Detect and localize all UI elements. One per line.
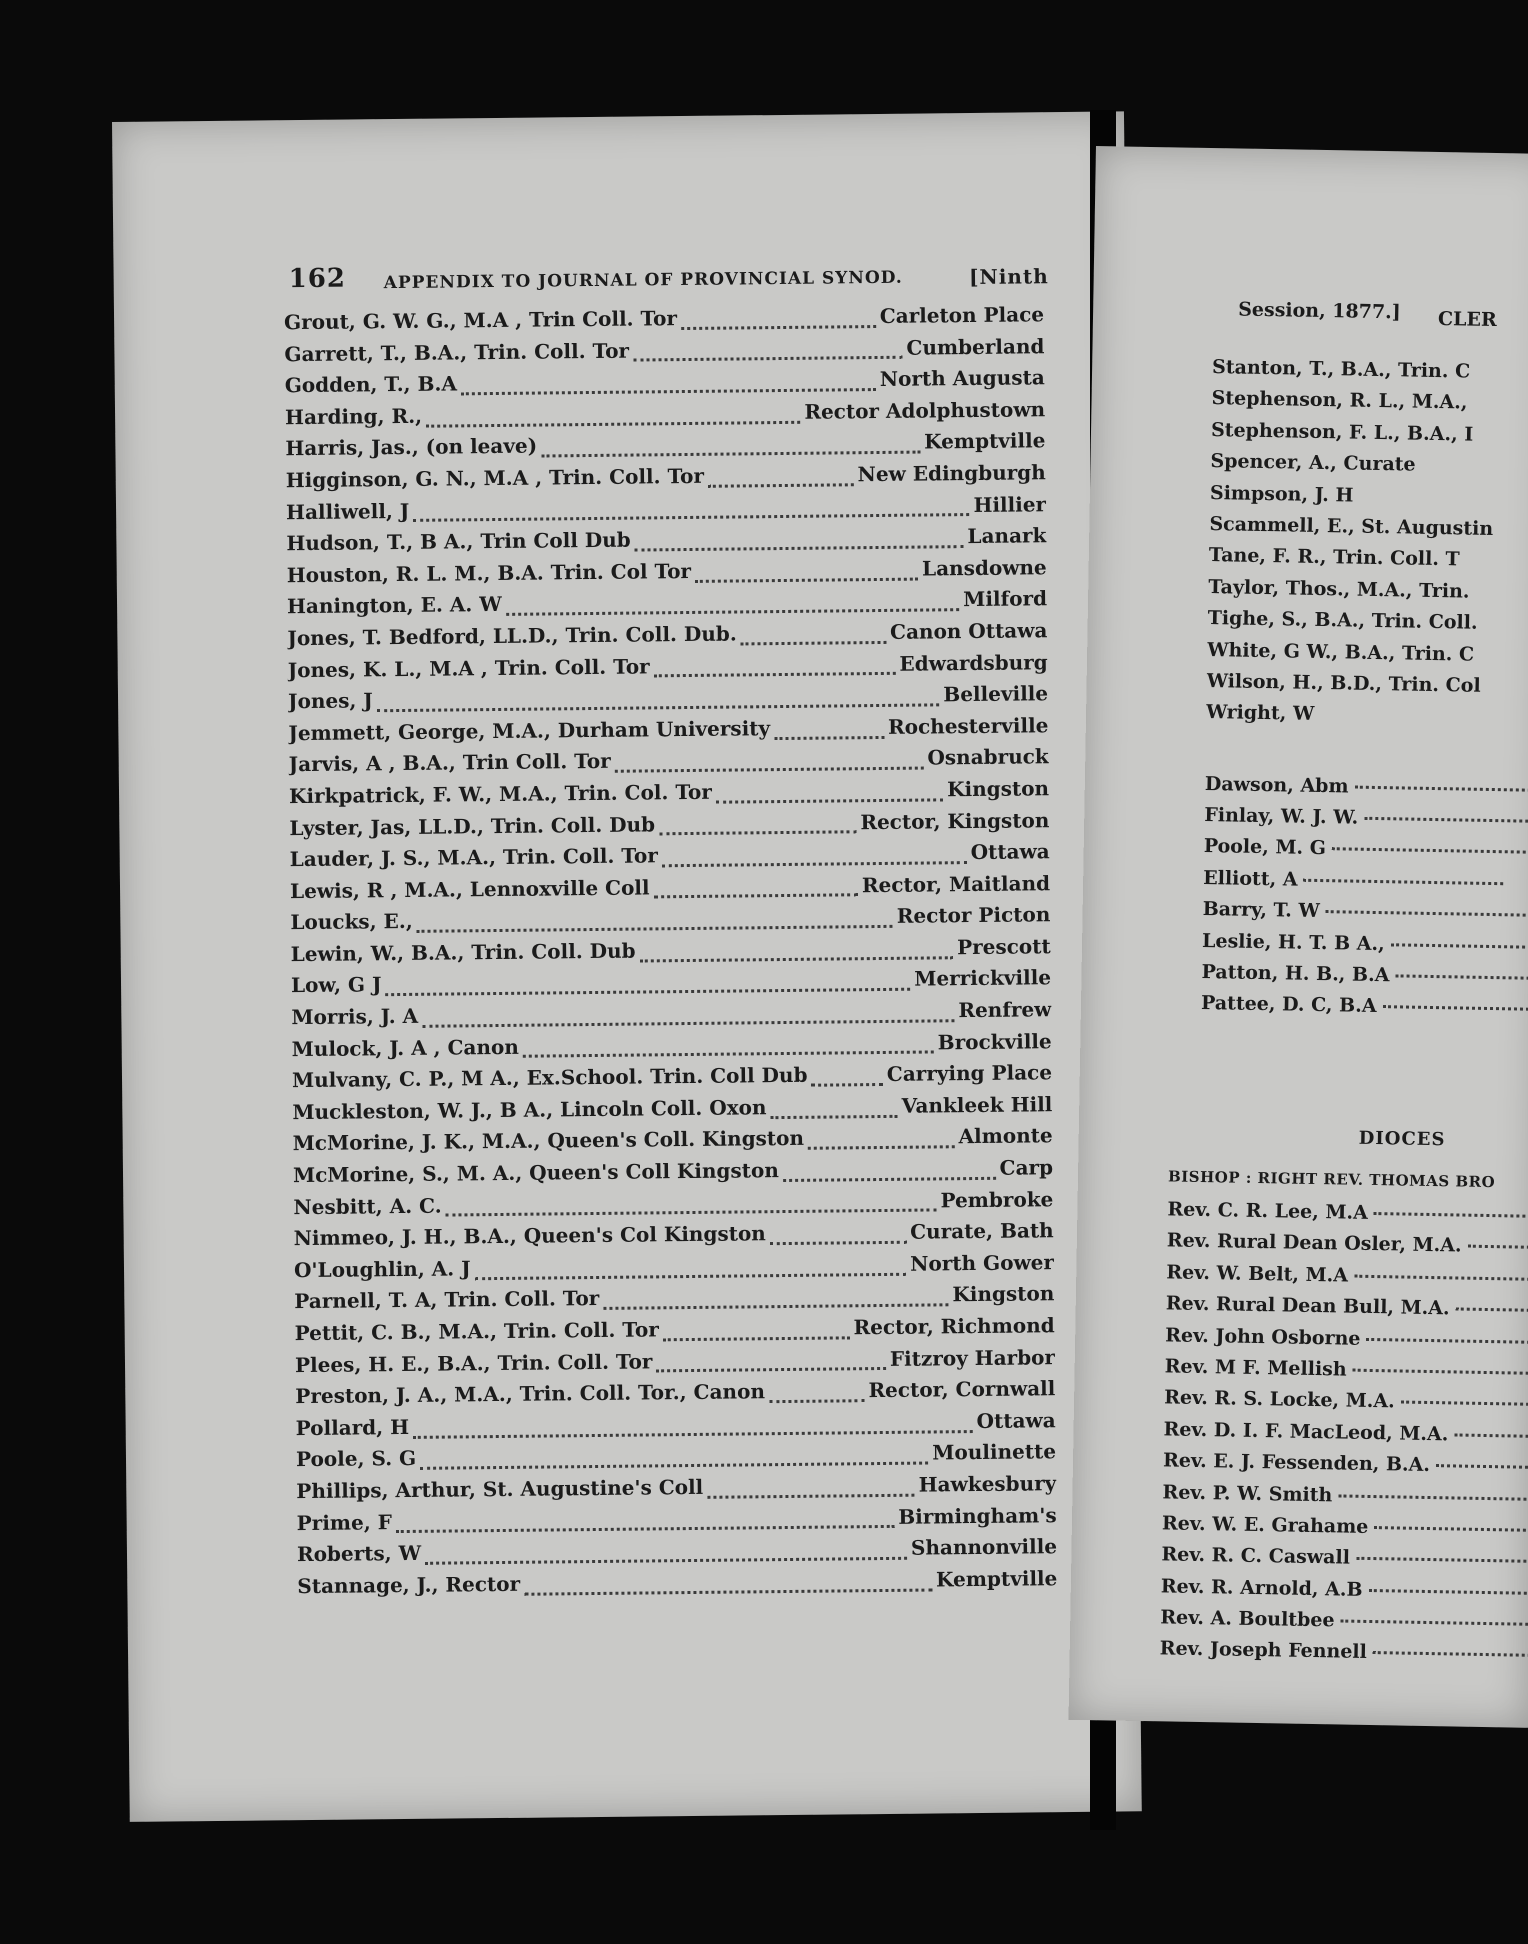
clergy-name: Patton, H. B., B.A (1201, 961, 1390, 987)
dot-leader (603, 1303, 948, 1311)
clergy-place: Lanark (967, 523, 1047, 549)
dot-leader (1374, 1212, 1528, 1218)
dot-leader (662, 860, 967, 867)
session-fragment: [Ninth (968, 264, 1049, 290)
dot-leader (1395, 974, 1528, 980)
running-head-title: APPENDIX TO JOURNAL OF PROVINCIAL SYNOD. (383, 267, 903, 294)
right-running-head (1237, 298, 1497, 332)
clergy-name: Pettit, C. B., M.A., Trin. Coll. Tor (294, 1317, 659, 1346)
dot-leader (654, 671, 896, 678)
dot-leader (377, 702, 940, 712)
dot-leader (635, 544, 964, 551)
dot-leader (633, 355, 902, 362)
clergy-name: Rev. P. W. Smith (1162, 1480, 1333, 1506)
clergy-place: Ottawa (970, 839, 1050, 865)
clergy-name: Simpson, J. H (1209, 481, 1354, 507)
dot-leader (615, 766, 924, 773)
clergy-name: Parnell, T. A, Trin. Coll. Tor (294, 1286, 600, 1314)
dot-leader (812, 1082, 883, 1087)
clergy-place: Brockville (937, 1028, 1052, 1055)
group-gap (1205, 733, 1528, 779)
clergy-group-b (1201, 773, 1528, 1030)
clergy-name: Pollard, H (295, 1414, 410, 1440)
clergy-place: Kemptville (924, 428, 1046, 454)
clergy-name: Kirkpatrick, F. W., M.A., Trin. Col. Tor (288, 779, 712, 809)
clergy-name: Jones, T. Bedford, LL.D., Trin. Coll. Dub. (287, 621, 737, 651)
clergy-name: Rev. John Osborne (1165, 1323, 1361, 1350)
dot-leader (681, 324, 876, 330)
dot-leader (417, 924, 893, 933)
clergy-name: Rev. W. E. Grahame (1161, 1512, 1369, 1538)
clergy-place: Rector, Richmond (853, 1313, 1055, 1340)
dot-leader (523, 1050, 934, 1058)
dot-leader (770, 1240, 906, 1245)
clergy-name: Taylor, Thos., M.A., Trin. (1208, 575, 1470, 603)
clergy-place: North Augusta (879, 365, 1045, 392)
dot-leader (741, 640, 886, 646)
dot-leader (541, 450, 920, 458)
clergy-name: Harding, R., (284, 403, 423, 429)
dot-leader (420, 1461, 928, 1470)
dot-leader (695, 576, 918, 582)
clergy-name: Elliott, A (1203, 866, 1298, 891)
clergy-place: New Edingburgh (857, 460, 1046, 487)
dot-leader (1373, 1652, 1528, 1658)
clergy-name: Nesbitt, A. C. (293, 1193, 442, 1219)
clergy-place: Rector Adolphustown (804, 397, 1046, 424)
section-fragment: CLER (1437, 307, 1497, 332)
diocese-clergy-list (1159, 1167, 1528, 1675)
dot-leader (524, 1587, 932, 1595)
dot-leader (461, 387, 876, 395)
clergy-place: Osnabruck (927, 744, 1049, 770)
dot-leader (1364, 817, 1528, 823)
clergy-name: Lyster, Jas, LL.D., Trin. Coll. Dub (289, 811, 656, 840)
dot-leader (1340, 1620, 1528, 1626)
clergy-name: Lauder, J. S., M.A., Trin. Coll. Tor (289, 843, 658, 872)
dot-leader (396, 1524, 894, 1533)
clergy-name: Jemmett, George, M.A., Durham University (288, 715, 771, 745)
clergy-name: Plees, H. E., B.A., Trin. Coll. Tor (294, 1349, 653, 1377)
dot-leader (1366, 1337, 1528, 1343)
clergy-place: Hillier (973, 491, 1047, 517)
clergy-name: Rev. M F. Mellish (1164, 1355, 1347, 1381)
clergy-name: Stephenson, R. L., M.A., (1211, 387, 1468, 414)
clergy-place: Rector, Maitland (861, 870, 1051, 897)
dot-leader (1468, 1245, 1528, 1251)
clergy-name: White, G W., B.A., Trin. C (1207, 638, 1475, 666)
clergy-place: Cumberland (906, 333, 1045, 360)
clergy-name: Roberts, W (296, 1540, 422, 1567)
clergy-name: Godden, T., B.A (284, 371, 458, 398)
clergy-place: Renfrew (958, 997, 1052, 1023)
dot-leader (1355, 785, 1528, 791)
clergy-place: Carrying Place (886, 1060, 1053, 1087)
clergy-name: Rev. E. J. Fessenden, B.A. (1162, 1449, 1431, 1477)
clergy-name: Poole, S. G (295, 1446, 417, 1472)
dot-leader (475, 1271, 907, 1280)
clergy-place: Edwardsburg (899, 649, 1048, 676)
dot-leader (386, 987, 911, 996)
clergy-name: Rev. C. R. Lee, M.A (1167, 1198, 1369, 1224)
clergy-place: Lansdowne (921, 554, 1047, 581)
clergy-place: Kingston (947, 776, 1050, 802)
diocese-heading: DIOCES (1358, 1127, 1446, 1151)
clergy-name: Wright, W (1205, 701, 1315, 726)
clergy-name: Rev. R. C. Caswall (1161, 1543, 1351, 1569)
clergy-name: Dawson, Abm (1204, 772, 1349, 798)
dot-leader (1304, 879, 1504, 885)
dot-leader (716, 797, 943, 803)
clergy-name: Jones, J (287, 688, 373, 714)
clergy-place: Ottawa (976, 1407, 1056, 1433)
clergy-place: Kemptville (935, 1565, 1058, 1592)
dot-leader (1383, 1006, 1528, 1012)
clergy-name: Morris, J. A (291, 1003, 419, 1030)
clergy-group-a (1206, 356, 1528, 739)
dot-leader (413, 1429, 973, 1439)
clergy-name: Muckleston, W. J., B A., Lincoln Coll. Oxon (292, 1095, 767, 1125)
clergy-place: Hawkesbury (918, 1471, 1057, 1497)
dot-leader (413, 512, 969, 522)
dot-leader (769, 1398, 865, 1403)
clergy-place: Carp (999, 1155, 1054, 1180)
clergy-name: McMorine, S., M. A., Queen's Coll Kingston (292, 1158, 779, 1188)
dot-leader (1436, 1464, 1528, 1470)
dot-leader (663, 1335, 850, 1341)
clergy-name: Lewis, R , M.A., Lennoxville Coll (289, 875, 650, 903)
clergy-name: Garrett, T., B.A., Trin. Coll. Tor (284, 338, 630, 366)
clergy-entry (297, 1566, 1057, 1606)
clergy-name: Mulvany, C. P., M A., Ex.School. Trin. Coll Dub (291, 1063, 808, 1093)
clergy-name: Tane, F. R., Trin. Coll. T (1208, 544, 1460, 571)
clergy-place: Moulinette (932, 1439, 1057, 1465)
clergy-name: Rev. D. I. F. MacLeod, M.A. (1163, 1418, 1449, 1446)
clergy-name: Nimmeo, J. H., B.A., Queen's Col Kingston (293, 1221, 766, 1251)
dot-leader (1374, 1526, 1528, 1532)
session-label: Session, 1877.] (1237, 298, 1401, 324)
clergy-name: Phillips, Arthur, St. Augustine's Coll (296, 1474, 704, 1504)
running-head (288, 262, 1049, 295)
clergy-name: Halliwell, J (285, 498, 410, 524)
dot-leader (808, 1144, 955, 1150)
clergy-list (284, 302, 1058, 1605)
clergy-name: Rev. Rural Dean Bull, M.A. (1165, 1292, 1450, 1320)
dot-leader (640, 955, 954, 962)
dot-leader (654, 893, 858, 899)
clergy-place: Vankleek Hill (901, 1092, 1053, 1118)
page-number: 162 (288, 263, 347, 295)
dot-leader (1354, 1274, 1528, 1280)
clergy-place: North Gower (910, 1250, 1055, 1276)
right-clergy-list (1201, 356, 1528, 1030)
dot-leader (1332, 848, 1528, 854)
clergy-name: Hanington, E. A. W (286, 592, 502, 619)
dot-leader (425, 1556, 907, 1565)
dot-leader (1368, 1589, 1528, 1595)
clergy-place: Merrickville (914, 965, 1052, 992)
clergy-entry (1159, 1638, 1528, 1676)
clergy-name: Spencer, A., Curate (1210, 450, 1416, 476)
dot-leader (783, 1176, 996, 1182)
clergy-place: Rector, Cornwall (868, 1376, 1056, 1403)
clergy-name: Rev. A. Boultbee (1160, 1606, 1335, 1632)
clergy-name: Prime, F (296, 1509, 392, 1535)
clergy-place: Carleton Place (879, 302, 1045, 328)
clergy-name: McMorine, J. K., M.A., Queen's Coll. Kingston (292, 1126, 805, 1156)
dot-leader (1391, 943, 1528, 949)
dot-leader (422, 1018, 954, 1028)
dot-leader (1401, 1401, 1528, 1407)
clergy-place: Rochesterville (887, 712, 1049, 739)
clergy-name: Hudson, T., B A., Trin Coll Dub (286, 527, 631, 556)
dot-leader (656, 1366, 886, 1372)
clergy-place: Fitzroy Harbor (889, 1344, 1056, 1371)
dot-leader (446, 1208, 937, 1217)
clergy-place: Rector Picton (896, 902, 1051, 929)
bishop-line: BISHOP : RIGHT REV. THOMAS BRO (1167, 1167, 1496, 1192)
clergy-name: Grout, G. W. G., M.A , Trin Coll. Tor (283, 306, 678, 335)
right-page (1069, 146, 1528, 1728)
dot-leader (659, 830, 856, 836)
left-page (112, 111, 1142, 1822)
dot-leader (426, 419, 800, 427)
clergy-place: Rector, Kingston (860, 807, 1050, 834)
clergy-name: Poole, M. G (1203, 835, 1327, 860)
clergy-place: Milford (963, 586, 1048, 612)
clergy-name: Leslie, H. T. B A., (1201, 929, 1385, 955)
clergy-name: Jarvis, A , B.A., Trin Coll. Tor (288, 749, 611, 777)
clergy-name: Rev. Joseph Fennell (1159, 1637, 1368, 1664)
clergy-name: Rev. Rural Dean Osler, M.A. (1166, 1229, 1462, 1257)
dot-leader (1326, 910, 1526, 916)
clergy-place: Curate, Bath (910, 1218, 1054, 1244)
clergy-name: Rev. W. Belt, M.A (1166, 1261, 1349, 1287)
clergy-name: Stannage, J., Rector (297, 1571, 521, 1598)
clergy-name: Jones, K. L., M.A , Trin. Coll. Tor (287, 653, 650, 682)
dot-leader (708, 482, 854, 488)
dot-leader (1454, 1433, 1528, 1439)
clergy-place: Belleville (943, 681, 1049, 707)
clergy-name: Barry, T. W (1202, 898, 1320, 923)
clergy-name: Pattee, D. C, B.A (1200, 992, 1377, 1018)
clergy-name: Rev. R. Arnold, A.B (1160, 1575, 1363, 1601)
clergy-place: Canon Ottawa (889, 618, 1048, 644)
clergy-entry (1201, 992, 1528, 1030)
clergy-name: Houston, R. L. M., B.A. Trin. Col Tor (286, 558, 692, 587)
clergy-place: Almonte (958, 1123, 1053, 1149)
clergy-name: Lewin, W., B.A., Trin. Coll. Dub (290, 938, 636, 967)
clergy-name: Harris, Jas., (on leave) (285, 433, 538, 461)
clergy-place: Kingston (952, 1281, 1055, 1307)
clergy-name: Wilson, H., B.D., Trin. Col (1206, 669, 1481, 697)
dot-leader (771, 1113, 898, 1118)
clergy-place: Pembroke (940, 1186, 1054, 1213)
clergy-name: Finlay, W. J. W. (1204, 804, 1359, 829)
dot-leader (1356, 1557, 1528, 1563)
dot-leader (707, 1492, 915, 1498)
clergy-name: Mulock, J. A , Canon (291, 1034, 519, 1061)
dot-leader (774, 734, 884, 739)
clergy-name: Higginson, G. N., M.A , Trin. Coll. Tor (285, 463, 705, 493)
clergy-name: Loucks, E., (290, 909, 413, 935)
dot-leader (1353, 1369, 1528, 1375)
clergy-name: Preston, J. A., M.A., Trin. Coll. Tor., Canon (295, 1379, 766, 1409)
clergy-name: Stephenson, F. L., B.A., I (1210, 418, 1474, 446)
clergy-name: Low, G J (290, 972, 382, 998)
dot-leader (1338, 1494, 1528, 1500)
clergy-name: O'Loughlin, A. J (293, 1256, 471, 1282)
clergy-place: Prescott (956, 934, 1051, 960)
clergy-name: Tighe, S., B.A., Trin. Coll. (1207, 607, 1478, 634)
dot-leader (1456, 1308, 1528, 1314)
clergy-name: Rev. R. S. Locke, M.A. (1163, 1386, 1395, 1413)
dot-leader (506, 607, 960, 616)
clergy-name: Stanton, T., B.A., Trin. C (1211, 356, 1471, 383)
clergy-group-c (1159, 1198, 1528, 1675)
clergy-place: Shannonville (910, 1534, 1058, 1560)
clergy-name: Scammell, E., St. Augustin (1209, 512, 1494, 540)
clergy-place: Birmingham's (898, 1502, 1057, 1529)
